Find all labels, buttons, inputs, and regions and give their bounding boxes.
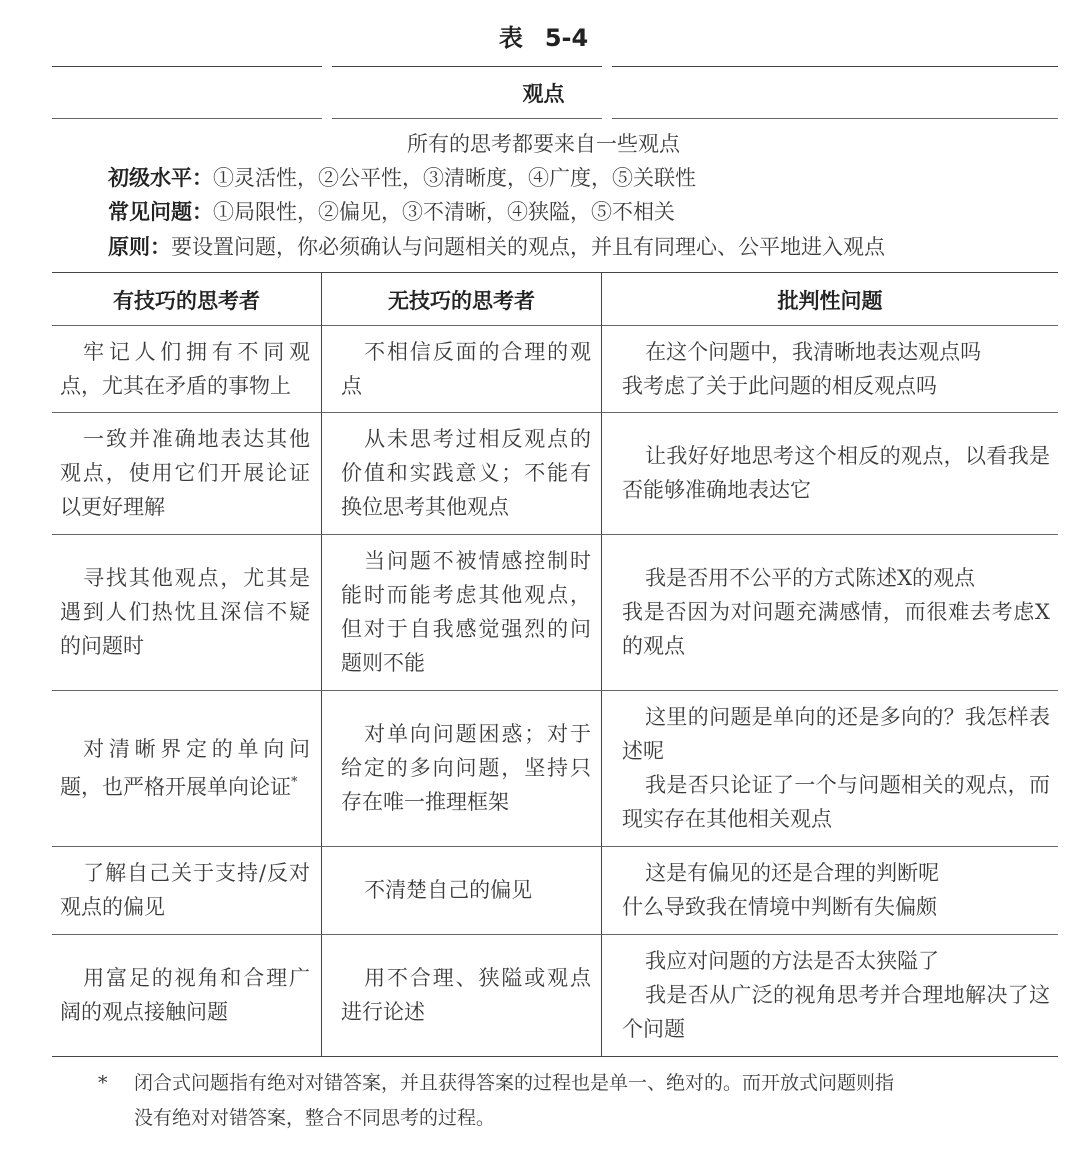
row1-skilled	[60, 326, 310, 411]
row3-skilled-text: 寻找其他观点，尤其是遇到人们热忱且深信不疑的问题时	[60, 566, 310, 658]
row4-question-2: 我是否只论证了一个与问题相关的观点，而现实存在其他相关观点	[622, 773, 1050, 831]
table-title	[0, 18, 1087, 53]
row3-question-2: 我是否因为对问题充满感情，而很难去考虑X的观点	[622, 600, 1050, 658]
problems-label: 常见问题：	[108, 200, 213, 224]
row6-unskilled-text: 用不合理、狭隘或观点进行论述	[341, 966, 591, 1024]
row5-unskilled	[341, 847, 591, 933]
section-rule-mid	[332, 118, 602, 119]
row4-skilled-text	[60, 732, 310, 804]
row6-skilled-text: 用富足的视角和合理广阔的观点接触问题	[60, 966, 310, 1024]
row5-unskilled-text: 不清楚自己的偏见	[364, 878, 533, 902]
row4-skilled-body: 对清晰界定的单向问题，也严格开展单向论证	[60, 737, 310, 799]
row5-skilled	[60, 847, 310, 933]
footnote-mark: *	[98, 1072, 108, 1094]
row1-skilled-text: 牢记人们拥有不同观点，尤其在矛盾的事物上	[60, 339, 310, 398]
row4-questions	[622, 691, 1050, 845]
row4-unskilled	[341, 691, 591, 845]
table-title-prefix: 表	[498, 24, 523, 52]
row5-question-2: 什么导致我在情境中判断有失偏颇	[622, 895, 937, 919]
row3-unskilled	[341, 535, 591, 689]
intro-lead: 所有的思考都要来自一些观点	[407, 132, 680, 156]
footnote-reference-mark: *	[291, 775, 298, 790]
row5-skilled-text: 了解自己关于支持/反对观点的偏见	[60, 861, 310, 919]
level-label: 初级水平：	[108, 166, 213, 190]
row1-unskilled-text: 不相信反面的合理的观点	[341, 339, 591, 398]
problems-text: ①局限性，②偏见，③不清晰，④狭隘，⑤不相关	[213, 200, 675, 224]
row1-question-1: 在这个问题中，我清晰地表达观点吗	[645, 339, 982, 364]
section-heading: 观点	[522, 82, 565, 106]
row1-question-2: 我考虑了关于此问题的相反观点吗	[622, 373, 937, 398]
table-title-number: 5-4	[544, 24, 589, 52]
top-rule-mid	[332, 66, 602, 67]
intro-principle	[108, 230, 885, 264]
row1-questions	[622, 326, 1050, 411]
row6-unskilled	[341, 935, 591, 1055]
section-rule-left	[52, 118, 322, 119]
footnote-line-1: 闭合式问题指有绝对对错答案，并且获得答案的过程也是单一、绝对的。而开放式问题则指	[134, 1072, 895, 1094]
column-divider-2	[601, 272, 602, 1056]
row4-skilled	[60, 691, 310, 845]
column-header-skilled: 有技巧的思考者	[113, 289, 260, 313]
principle-text: 要设置问题，你必须确认与问题相关的观点，并且有同理心、公平地进入观点	[171, 235, 885, 259]
intro-problems	[108, 195, 675, 229]
row3-question-1: 我是否用不公平的方式陈述X的观点	[645, 566, 976, 590]
table-bottom-rule	[52, 1056, 1058, 1057]
row5-questions	[622, 847, 1050, 933]
row6-questions	[622, 935, 1050, 1055]
row2-unskilled	[341, 413, 591, 533]
row4-question-1: 这里的问题是单向的还是多向的？我怎样表述呢	[622, 705, 1050, 763]
row6-question-2: 我是否从广泛的视角思考并合理地解决了这个问题	[622, 983, 1050, 1041]
row6-question-1: 我应对问题的方法是否太狭隘了	[645, 949, 940, 973]
row3-skilled	[60, 535, 310, 689]
top-rule-right	[612, 66, 1058, 67]
row2-skilled	[60, 413, 310, 533]
principle-label: 原则：	[108, 235, 171, 259]
header-top-rule	[52, 272, 1058, 273]
row3-unskilled-text: 当问题不被情感控制时能时而能考虑其他观点，但对于自我感觉强烈的问题则不能	[341, 549, 591, 675]
column-divider-1	[321, 272, 322, 1056]
row3-questions	[622, 535, 1050, 689]
row2-question-1: 让我好好地思考这个相反的观点，以看我是否能够准确地表达它	[622, 444, 1050, 502]
row5-question-1: 这是有偏见的还是合理的判断呢	[645, 861, 940, 885]
row2-unskilled-text: 从未思考过相反观点的价值和实践意义；不能有换位思考其他观点	[341, 427, 591, 519]
row4-unskilled-text: 对单向问题困惑；对于给定的多向问题，坚持只存在唯一推理框架	[341, 722, 591, 814]
row2-questions	[622, 413, 1050, 533]
row2-skilled-text: 一致并准确地表达其他观点，使用它们开展论证以更好理解	[60, 427, 310, 519]
row6-skilled	[60, 935, 310, 1055]
column-header-unskilled: 无技巧的思考者	[388, 289, 535, 313]
top-rule-left	[52, 66, 322, 67]
intro-level	[108, 161, 696, 195]
level-text: ①灵活性，②公平性，③清晰度，④广度，⑤关联性	[213, 166, 696, 190]
footnote-line-2: 没有绝对对错答案，整合不同思考的过程。	[134, 1107, 496, 1129]
section-rule-right	[612, 118, 1058, 119]
row1-unskilled	[341, 326, 591, 411]
column-header-questions: 批判性问题	[777, 289, 883, 313]
